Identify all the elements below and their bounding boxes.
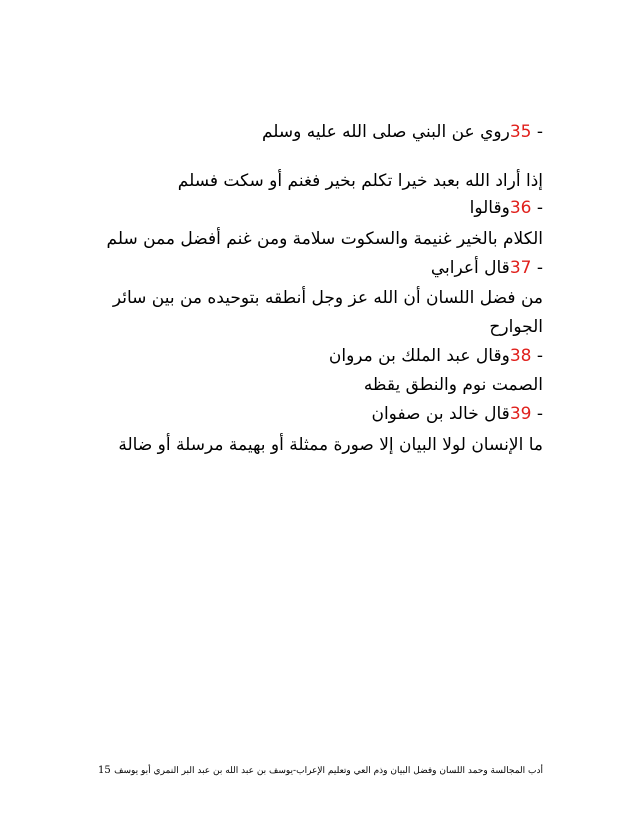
- entry-heading-text: قال خالد بن صفوان: [371, 404, 510, 424]
- page-number: 15: [98, 765, 111, 776]
- entry-body-text: ما الإنسان لولا البيان إلا صورة ممثلة أو بهيمة مرسلة أو ضالة: [118, 435, 543, 455]
- entry-dash: -: [536, 122, 543, 142]
- entry-body-39: [118, 433, 543, 457]
- entry-body-text: الصمت نوم والنطق يقظه: [363, 375, 543, 395]
- entry-heading-text: وقالوا: [469, 198, 510, 218]
- entry-heading-36: [470, 196, 543, 220]
- entry-body-text: من فضل اللسان أن الله عز وجل أنطقه بتوحيده من بين سائر: [112, 288, 543, 308]
- entry-dash: -: [536, 404, 543, 424]
- entry-dash: -: [536, 258, 543, 278]
- entry-heading-37: [431, 256, 543, 280]
- entry-body-text: الجوارح: [489, 317, 543, 337]
- entry-heading-text: قال أعرابي: [430, 258, 510, 278]
- entry-dash: -: [536, 346, 543, 366]
- entry-body-38: [364, 373, 543, 397]
- entry-body-text: إذا أراد الله بعبد خيرا تكلم بخير فغنم أو سكت فسلم: [177, 171, 543, 191]
- entry-body-text: الكلام بالخير غنيمة والسكوت سلامة ومن غنم أفضل ممن سلم: [106, 229, 543, 249]
- entry-heading-39: [371, 402, 543, 426]
- entry-body-35: [178, 169, 543, 193]
- page-footer: [98, 763, 543, 779]
- entry-heading-35: [262, 120, 543, 144]
- entry-body-37-line-2: [489, 315, 543, 339]
- entry-number: 36: [509, 198, 532, 218]
- entry-heading-text: وقال عبد الملك بن مروان: [328, 346, 510, 366]
- footer-title: أدب المجالسة وحمد اللسان وفضل البيان وذم العي وتعليم الإعراب-يوسف بن عبد الله بن عبد البر النمري أبو يوسف: [114, 766, 543, 776]
- entry-number: 38: [509, 346, 532, 366]
- entry-dash: -: [536, 198, 543, 218]
- entry-number: 35: [509, 122, 532, 142]
- entry-number: 37: [509, 258, 532, 278]
- entry-body-36: [107, 227, 543, 251]
- entry-heading-38: [329, 344, 543, 368]
- entry-heading-text: روي عن البني صلى الله عليه وسلم: [261, 122, 510, 142]
- entry-number: 39: [509, 404, 532, 424]
- entry-body-37-line-1: [113, 286, 543, 310]
